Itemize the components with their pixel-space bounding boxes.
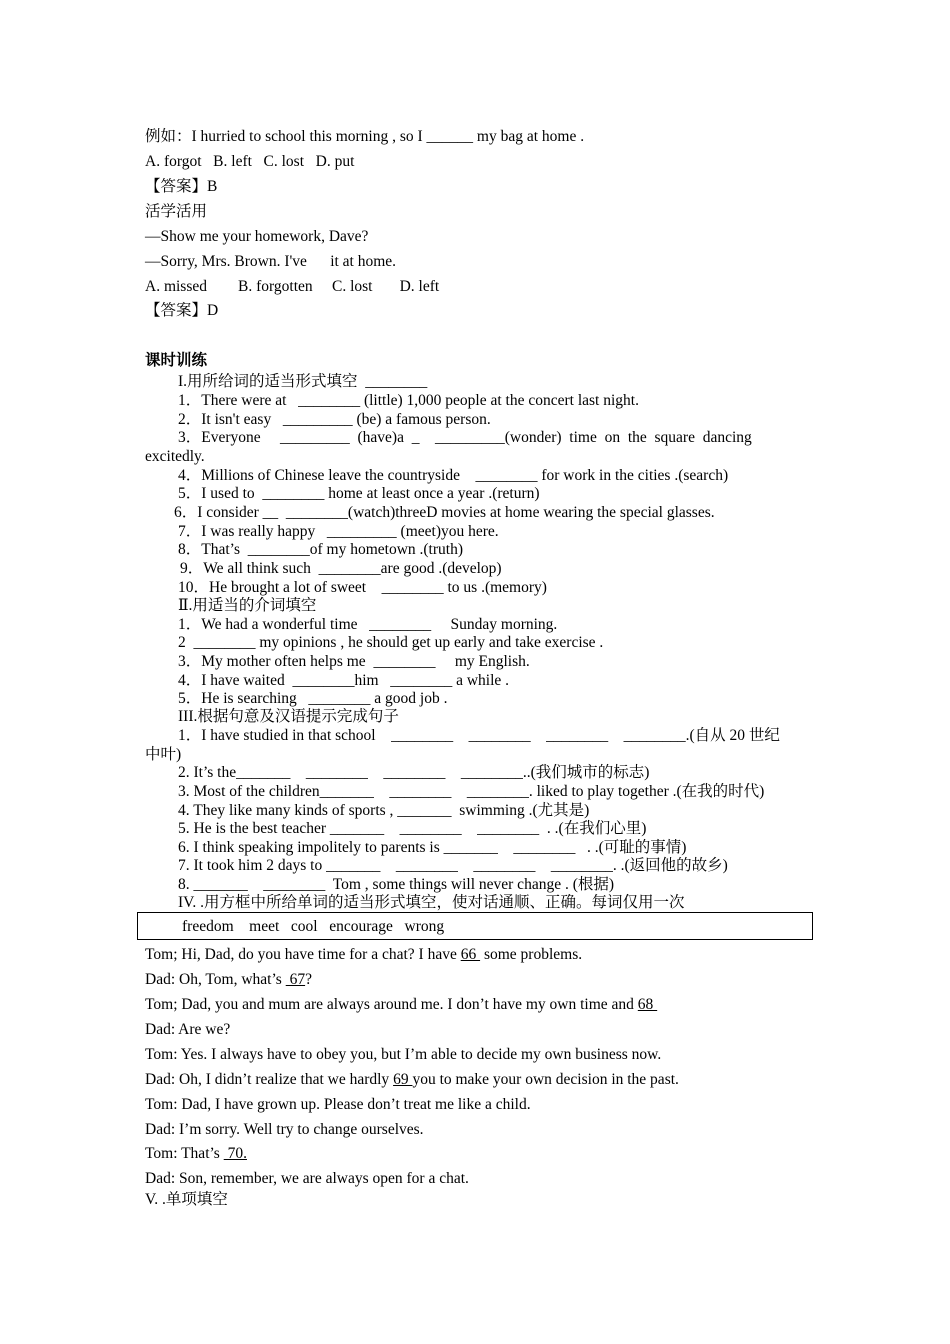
exercise-item: 9．We all think such ________are good .(develop) <box>180 560 502 577</box>
blank-67: 67 <box>285 971 306 988</box>
section-1-heading: I.用所给词的适当形式填空 ________ <box>178 373 428 390</box>
exercise-item: 6．I consider __ ________(watch)threeD movies at home wearing the special glasses. <box>174 504 715 521</box>
exercise-item: 2 ________ my opinions , he should get up early and take exercise . <box>178 634 604 651</box>
blank-70: 70. <box>223 1145 247 1162</box>
exercise-item: 3．My mother often helps me ________ my English. <box>178 653 530 670</box>
exercise-item: 3. Most of the children_______ ________ ________. liked to play together .(在我的时代) <box>178 783 765 800</box>
blank-69: 69 <box>393 1071 413 1088</box>
exercise-item: 7. It took him 2 days to _______ ________ ________ ________. .(返回他的故乡) <box>178 857 728 874</box>
section-3-heading: III.根据句意及汉语提示完成句子 <box>178 708 399 725</box>
exercise-item: 1．There were at ________ (little) 1,000 people at the concert last night. <box>178 392 639 409</box>
blank-68: 68 <box>637 996 658 1013</box>
dialogue-line: Tom: Dad, I have grown up. Please don’t treat me like a child. <box>145 1096 531 1113</box>
question-line-1: —Show me your homework, Dave? <box>145 228 369 245</box>
dialogue-line: Tom; Dad, you and mum are always around me. I don’t have my own time and 68 <box>145 996 658 1013</box>
exercise-item: 1．We had a wonderful time ________ Sunday morning. <box>178 616 558 633</box>
question-options: A. missed B. forgotten C. lost D. left <box>145 278 440 295</box>
dialogue-line: Tom; Hi, Dad, do you have time for a chat? I have 66 some problems. <box>145 946 583 963</box>
exercise-item: 2. It’s the_______ ________ ________ ________..(我们城市的标志) <box>178 764 650 781</box>
exercise-item-continued: excitedly. <box>145 448 205 465</box>
blank-66: 66 <box>460 946 481 963</box>
exercise-item: 4．Millions of Chinese leave the countryside ________ for work in the cities .(search) <box>178 467 729 484</box>
dialogue-line: Dad: Son, remember, we are always open for a chat. <box>145 1170 469 1187</box>
exercise-item-continued: 中叶) <box>145 746 182 763</box>
practice-heading: 活学活用 <box>145 203 208 220</box>
exercise-item: 8．That’s ________of my hometown .(truth) <box>178 541 463 558</box>
exercise-item: 3．Everyone _________ (have)a _ _________(wonder) time on the square dancing <box>178 429 752 446</box>
dialogue-line: Dad: Are we? <box>145 1021 231 1038</box>
dialogue-line: Dad: Oh, Tom, what’s 67? <box>145 971 312 988</box>
word-box <box>137 912 813 940</box>
section-title: 课时训练 <box>145 352 208 369</box>
example-options: A. forgot B. left C. lost D. put <box>145 153 355 170</box>
example-sentence: 例如：I hurried to school this morning , so I ______ my bag at home . <box>145 128 585 145</box>
example-answer: 【答案】B <box>145 178 218 195</box>
section-5-heading: V. .单项填空 <box>145 1191 228 1208</box>
section-4-heading: IV. .用方框中所给单词的适当形式填空，使对话通顺、正确。每词仅用一次 <box>178 894 685 911</box>
question-answer: 【答案】D <box>145 302 219 319</box>
exercise-item: 5. He is the best teacher _______ ________ ________ . .(在我们心里) <box>178 820 647 837</box>
exercise-item: 10．He brought a lot of sweet ________ to us .(memory) <box>178 579 547 596</box>
exercise-item: 5．I used to ________ home at least once a year .(return) <box>178 485 540 502</box>
exercise-item: 2．It isn't easy _________ (be) a famous person. <box>178 411 491 428</box>
exercise-item: 7．I was really happy _________ (meet)you here. <box>178 523 499 540</box>
exercise-item: 6. I think speaking impolitely to parents is _______ ________ . .(可耻的事情) <box>178 839 687 856</box>
dialogue-line: Tom: Yes. I always have to obey you, but I’m able to decide my own business now. <box>145 1046 662 1063</box>
exercise-item: 4. They like many kinds of sports , _______ swimming .(尤其是) <box>178 802 590 819</box>
exercise-item: 1．I have studied in that school ________ ________ ________ ________.(自从 20 世纪 <box>178 727 780 744</box>
section-2-heading: Ⅱ.用适当的介词填空 <box>178 597 317 614</box>
dialogue-line: Tom: That’s 70. <box>145 1145 247 1162</box>
exercise-item: 4．I have waited ________him ________ a while . <box>178 672 510 689</box>
dialogue-line: Dad: I’m sorry. Well try to change ourselves. <box>145 1121 424 1138</box>
word-box-words: freedom meet cool encourage wrong <box>182 918 445 935</box>
dialogue-line: Dad: Oh, I didn’t realize that we hardly 69 you to make your own decision in the past. <box>145 1071 679 1088</box>
question-line-2: —Sorry, Mrs. Brown. I've it at home. <box>145 253 397 270</box>
exercise-item: 5．He is searching ________ a good job . <box>178 690 448 707</box>
exercise-item: 8. _______ ________ Tom , some things will never change . (根据) <box>178 876 615 893</box>
